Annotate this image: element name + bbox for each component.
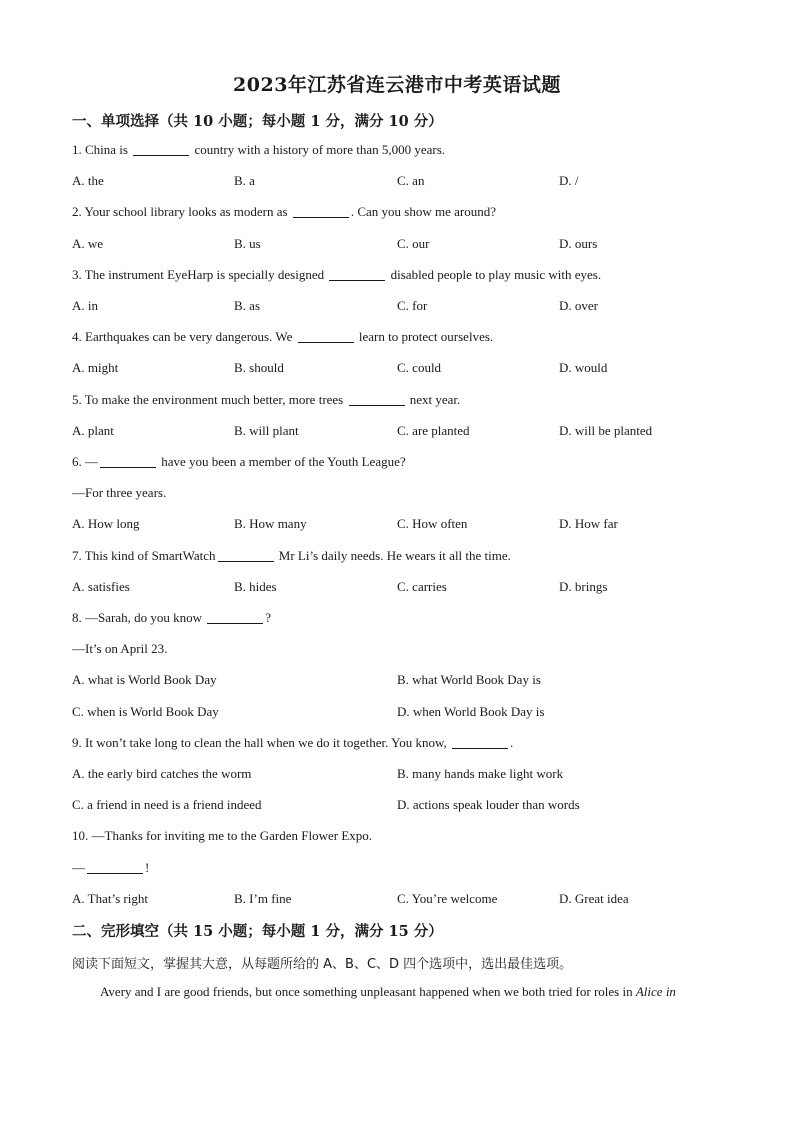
option-b: B. I’m fine (234, 891, 292, 906)
question-5: 5. To make the environment much better, more trees next year. (72, 392, 461, 407)
option-c: C. How often (397, 516, 468, 531)
option-d: D. brings (559, 579, 608, 594)
option-c: C. when is World Book Day (72, 704, 219, 719)
option-c: C. are planted (397, 423, 470, 438)
option-a: A. How long (72, 516, 140, 531)
option-a: A. the (72, 173, 104, 188)
answer-blank (349, 393, 405, 406)
option-a: A. what is World Book Day (72, 672, 217, 687)
option-a: A. satisfies (72, 579, 130, 594)
option-d: D. How far (559, 516, 618, 531)
option-a: A. the early bird catches the worm (72, 766, 252, 781)
question-10: 10. —Thanks for inviting me to the Garden Flower Expo. (72, 828, 373, 843)
answer-blank (452, 736, 508, 749)
option-a: A. in (72, 298, 98, 313)
question-2: 2. Your school library looks as modern as . Can you show me around? (72, 204, 496, 219)
answer-blank (207, 611, 263, 624)
option-d: D. would (559, 360, 608, 375)
dialogue-reply: — ! (72, 860, 150, 875)
option-d: D. will be planted (559, 423, 653, 438)
option-c: C. our (397, 236, 430, 251)
option-b: B. us (234, 236, 261, 251)
option-a: A. might (72, 360, 119, 375)
option-b: B. should (234, 360, 284, 375)
question-8: 8. —Sarah, do you know ? (72, 610, 272, 625)
option-b: B. will plant (234, 423, 299, 438)
option-b: B. hides (234, 579, 277, 594)
option-d: D. / (559, 173, 579, 188)
page-title: 2023年江苏省连云港市中考英语试题 (233, 74, 561, 96)
option-a: A. That’s right (72, 891, 148, 906)
option-c: C. carries (397, 579, 447, 594)
question-6: 6. — have you been a member of the Youth League? (72, 454, 406, 469)
option-b: B. a (234, 173, 255, 188)
question-1: 1. China is country with a history of more than 5,000 years. (72, 142, 446, 157)
question-7: 7. This kind of SmartWatch Mr Li’s daily needs. He wears it all the time. (72, 548, 511, 563)
answer-blank (218, 549, 274, 562)
section-heading-2: 二、完形填空（共 15 小题；每小题 1 分，满分 15 分） (72, 923, 443, 940)
answer-blank (298, 330, 354, 343)
option-c: C. a friend in need is a friend indeed (72, 797, 262, 812)
answer-blank (100, 455, 156, 468)
option-a: A. we (72, 236, 104, 251)
passage-italic-title: Alice in (635, 984, 676, 999)
option-c: C. for (397, 298, 428, 313)
option-b: B. as (234, 298, 260, 313)
option-d: D. when World Book Day is (397, 704, 545, 719)
question-4: 4. Earthquakes can be very dangerous. We learn to protect ourselves. (72, 329, 494, 344)
question-3: 3. The instrument EyeHarp is specially designed disabled people to play music with eyes. (72, 267, 602, 282)
answer-blank (87, 861, 143, 874)
option-d: D. actions speak louder than words (397, 797, 580, 812)
option-c: C. could (397, 360, 442, 375)
option-b: B. what World Book Day is (397, 672, 541, 687)
passage-text: Avery and I are good friends, but once something unpleasant happened when we both tried for roles in Alice in (100, 984, 676, 999)
option-d: D. Great idea (559, 891, 629, 906)
section-heading-1: 一、单项选择（共 10 小题；每小题 1 分，满分 10 分） (72, 113, 443, 130)
answer-blank (329, 268, 385, 281)
dialogue-reply: —It’s on April 23. (72, 641, 168, 656)
option-d: D. over (559, 298, 598, 313)
answer-blank (133, 143, 189, 156)
option-b: B. How many (234, 516, 307, 531)
option-d: D. ours (559, 236, 598, 251)
instruction-text: 阅读下面短文，掌握其大意，从每题所给的 A、B、C、D 四个选项中，选出最佳选项。 (72, 957, 573, 972)
option-a: A. plant (72, 423, 114, 438)
option-c: C. an (397, 173, 425, 188)
option-b: B. many hands make light work (397, 766, 564, 781)
dialogue-reply: —For three years. (72, 485, 167, 500)
question-9: 9. It won’t take long to clean the hall when we do it together. You know, . (72, 735, 514, 750)
answer-blank (293, 205, 349, 218)
option-c: C. You’re welcome (397, 891, 498, 906)
